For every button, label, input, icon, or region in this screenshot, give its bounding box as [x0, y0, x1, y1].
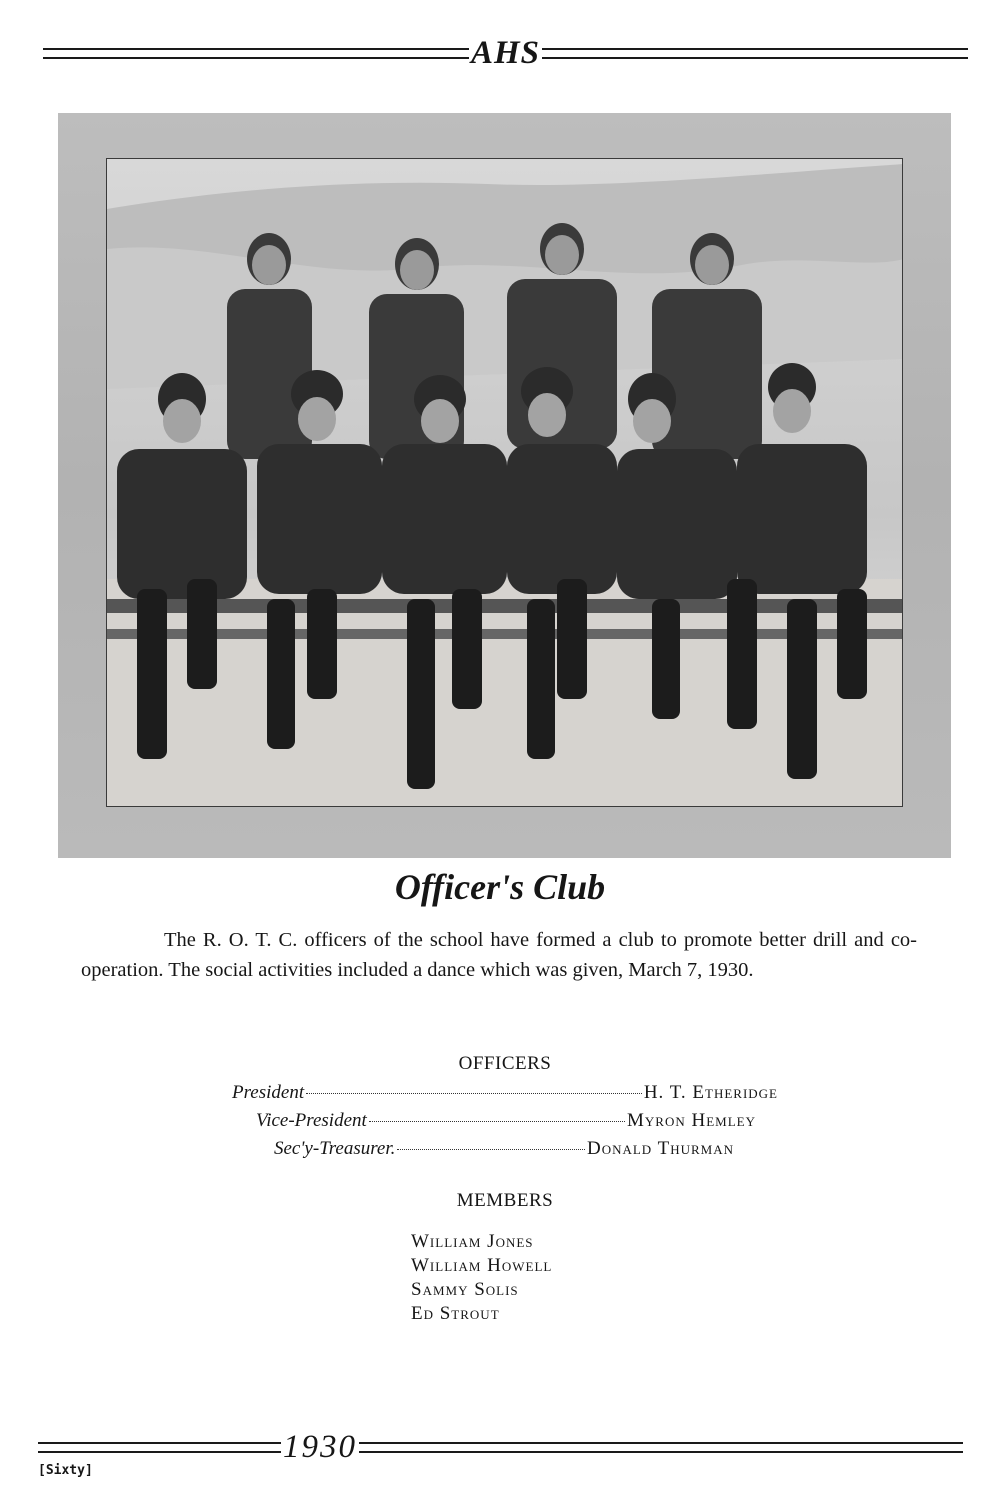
dot-leader	[369, 1120, 625, 1122]
members-list	[411, 1230, 552, 1326]
ground	[107, 579, 903, 807]
footer-year: 1930	[283, 1429, 357, 1465]
officer-name: Donald Thurman	[586, 1138, 734, 1159]
officer-row-president	[232, 1082, 778, 1104]
officer-name: H. T. Etheridge	[643, 1082, 778, 1103]
officer-title: Vice-President	[256, 1110, 367, 1131]
footer-rule	[38, 1429, 963, 1466]
header-rule-left	[43, 48, 469, 59]
dot-leader	[306, 1092, 642, 1094]
list-item: Ed Strout	[411, 1303, 500, 1324]
list-item: William Howell	[411, 1255, 553, 1276]
page-number: [Sixty]	[38, 1463, 93, 1478]
header-label: AHS	[470, 35, 541, 71]
seated-row	[117, 444, 867, 599]
header-rule	[43, 35, 968, 72]
article-title: Officer's Club	[394, 867, 606, 907]
officers-heading: OFFICERS	[458, 1053, 552, 1074]
bench-rail	[107, 629, 903, 639]
group-photo	[106, 158, 903, 807]
group-photo-illustration	[107, 159, 903, 807]
officer-row-vice-president	[256, 1110, 756, 1132]
footer-rule-right	[359, 1442, 963, 1453]
list-item: William Jones	[411, 1231, 534, 1252]
members-heading: MEMBERS	[456, 1190, 554, 1211]
officer-name: Myron Hemley	[627, 1110, 756, 1131]
footer-rule-left	[38, 1442, 281, 1453]
list-item: Sammy Solis	[411, 1279, 519, 1300]
article-body: The R. O. T. C. officers of the school have formed a club to promote better drill and co-operation. The social activities included a dance which was given, March 7, 1930.	[81, 929, 917, 981]
dot-leader	[397, 1148, 585, 1150]
bench-top	[107, 599, 903, 613]
header-rule-right	[542, 48, 968, 59]
officer-title: President	[232, 1082, 305, 1103]
officer-title: Sec'y-Treasurer.	[274, 1138, 396, 1159]
officer-row-secretary-treasurer	[274, 1138, 734, 1160]
